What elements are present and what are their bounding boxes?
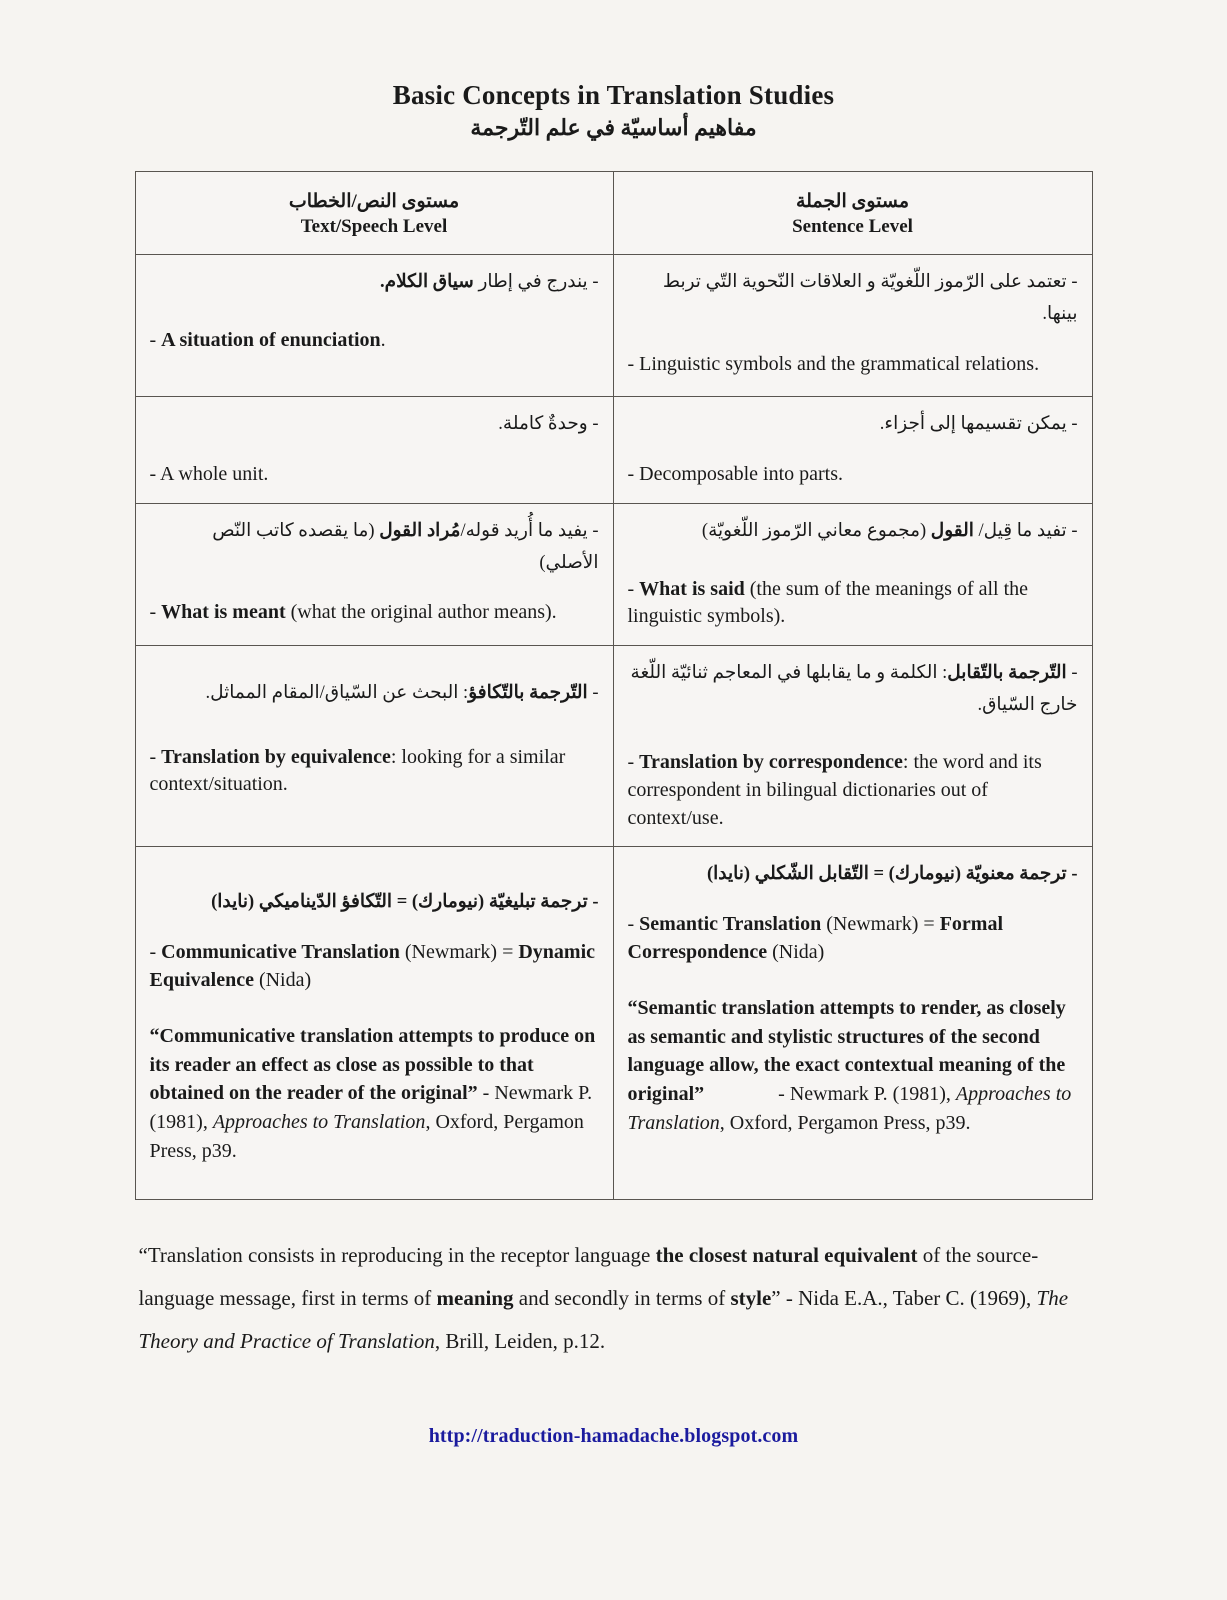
citation-suffix: , Oxford, Pergamon Press, p39. <box>149 1110 584 1162</box>
english-segment-tail: : looking for a similar context/situation. <box>149 745 566 796</box>
spacer <box>628 891 1078 911</box>
quote-text: “Semantic translation attempts to render, as closely as semantic and stylistic structures of the second language allow, the exact contextual meaning of the original” <box>627 997 1066 1105</box>
document-header <box>0 0 1227 144</box>
arabic-segment: - تعتمد على الرّموز اللّغويّة و العلاقات النّحوية التّي تربط بينها. <box>662 271 1078 324</box>
english-segment: - <box>627 577 640 600</box>
cell-sentence-level-3 <box>613 503 1092 645</box>
quote-bold-3: style <box>730 1285 772 1310</box>
table-row <box>135 397 1092 503</box>
column-header-english: Sentence Level <box>792 216 913 238</box>
cell-english-text <box>628 461 1078 489</box>
spacer <box>150 994 599 1022</box>
arabic-segment: - وحدةٌ كاملة. <box>498 414 599 435</box>
spacer <box>150 859 599 887</box>
bottom-quote-paragraph <box>139 1234 1089 1362</box>
cell-english-term-line: - Communicative Translation (Newmark) = Dynamic Equivalence (Nida) <box>149 940 596 991</box>
spacer <box>150 1165 599 1185</box>
table-row <box>135 645 1092 846</box>
footer <box>0 1425 1227 1448</box>
spacer <box>150 919 599 939</box>
cell-text-level-4 <box>135 645 613 846</box>
english-segment: - A whole unit. <box>149 463 269 486</box>
english-bold-segment: Translation by equivalence <box>161 745 391 768</box>
column-header-sentence-level <box>613 171 1092 254</box>
english-bold-segment: What is said <box>639 577 745 600</box>
english-segment: - <box>149 745 162 768</box>
quote-bold-1: the closest natural equivalent <box>655 1243 918 1268</box>
arabic-segment: - يفيد ما أُريد قوله/ <box>460 520 599 541</box>
cell-arabic-text <box>628 516 1078 548</box>
cell-text-level-3 <box>135 503 613 645</box>
arabic-segment-tail: (مجموع معاني الرّموز اللّغويّة) <box>701 520 931 541</box>
cell-arabic-text <box>150 267 599 299</box>
cell-quote-block <box>150 1022 599 1165</box>
english-segment: (Newmark) = <box>821 912 940 935</box>
quote-bold-2: meaning <box>436 1285 514 1310</box>
arabic-segment: - يندرج في إطار <box>473 271 599 292</box>
page-title-english: Basic Concepts in Translation Studies <box>392 80 835 110</box>
cell-quote-block <box>628 994 1078 1137</box>
arabic-segment: - <box>587 682 599 703</box>
spacer <box>150 579 599 599</box>
spacer <box>150 441 599 461</box>
cell-english-text <box>628 576 1078 631</box>
english-segment-tail: : the word and its correspondent in bilingual dictionaries out of context/use. <box>627 751 1042 829</box>
english-bold-segment-2: Formal Correspondence <box>627 912 1004 963</box>
english-segment-tail: (Nida) <box>253 968 312 991</box>
cell-arabic-text <box>628 267 1078 331</box>
citation-suffix: , Oxford, Pergamon Press, p39. <box>719 1111 971 1134</box>
column-header-arabic: مستوى النص/الخطاب <box>288 190 460 212</box>
quote-text: “Communicative translation attempts to produce on its reader an effect as close as possible to that obtained on the reader of the original” <box>149 1025 596 1105</box>
spacer <box>628 441 1078 461</box>
column-header-text-speech-level <box>135 171 613 254</box>
quote-segment-4: ” - Nida E.A., Taber C. (1969), <box>771 1285 1037 1310</box>
blog-url-link[interactable]: http://traduction-hamadache.blogspot.com <box>428 1424 799 1447</box>
english-bold-segment: Communicative Translation <box>161 940 400 963</box>
spacer <box>150 299 599 327</box>
cell-arabic-text <box>628 409 1078 441</box>
table-row <box>135 254 1092 396</box>
cell-arabic-term-line: - ترجمة معنويّة (نيومارك) = التّقابل الشّكلي (نايدا) <box>706 864 1078 885</box>
english-segment: (Newmark) = <box>399 940 519 963</box>
spacer <box>150 354 599 382</box>
arabic-bold-segment: مُراد القول <box>379 520 461 541</box>
arabic-bold-segment: التّرجمة بالتّكافؤ <box>468 682 588 703</box>
citation-title: Approaches to Translation <box>212 1110 426 1133</box>
quote-segment-3: and secondly in terms of <box>513 1285 731 1310</box>
cell-arabic-text <box>150 409 599 441</box>
english-bold-segment-2: Dynamic Equivalence <box>149 940 596 991</box>
cell-text-level-1 <box>135 254 613 396</box>
arabic-segment-tail: (ما يقصده كاتب النّص الأصلي) <box>212 520 599 573</box>
table-header-row <box>135 171 1092 254</box>
english-segment: - <box>149 328 162 351</box>
page-title-arabic: مفاهيم أساسيّة في علم التّرجمة <box>470 114 757 140</box>
arabic-bold-segment: القول <box>930 520 974 541</box>
spacer <box>150 710 599 744</box>
arabic-segment: - يمكن تقسيمها إلى أجزاء. <box>879 414 1078 435</box>
quote-segment-1: “Translation consists in reproducing in the receptor language <box>138 1243 656 1268</box>
arabic-bold-segment: التّرجمة بالتّقابل <box>947 662 1067 683</box>
arabic-bold-segment: سياق الكلام. <box>380 271 474 292</box>
cell-english-term-line: - Semantic Translation (Newmark) = Formal Correspondence (Nida) <box>627 912 1004 963</box>
english-segment-tail: . <box>380 328 386 351</box>
spacer <box>628 548 1078 576</box>
spacer <box>628 331 1078 351</box>
cell-sentence-level-4 <box>613 645 1092 846</box>
spacer <box>150 658 599 678</box>
english-bold-segment: A situation of enunciation <box>161 328 381 351</box>
column-header-arabic: مستوى الجملة <box>795 190 910 212</box>
cell-arabic-text <box>150 516 599 580</box>
cell-english-text <box>150 461 599 489</box>
table-row <box>135 503 1092 645</box>
english-segment: - Linguistic symbols and the grammatical relations. <box>627 352 1040 375</box>
spacer <box>628 721 1078 749</box>
english-bold-segment: What is meant <box>161 601 286 624</box>
citation-prefix: - Newmark P. (1981), <box>778 1082 956 1105</box>
quote-segment-2: of the source-language message, first in terms of <box>138 1243 1039 1310</box>
english-segment: - <box>149 601 162 624</box>
column-header-english: Text/Speech Level <box>300 216 448 238</box>
english-segment: - Decomposable into parts. <box>627 463 843 486</box>
cell-english-text <box>150 327 599 355</box>
english-segment-tail: (what the original author means). <box>285 601 557 624</box>
english-segment-tail: (Nida) <box>767 940 825 963</box>
arabic-segment-tail: : الكلمة و ما يقابلها في المعاجم ثنائيّة اللّغة خارج السّياق. <box>630 662 1078 715</box>
quote-italic-title: The Theory and Practice of Translation <box>138 1285 1069 1353</box>
cell-sentence-level-5 <box>613 847 1092 1200</box>
cell-english-text <box>150 599 599 627</box>
spacer <box>628 966 1078 994</box>
english-segment-tail: (the sum of the meanings of all the linguistic symbols). <box>627 577 1029 628</box>
cell-sentence-level-2 <box>613 397 1092 503</box>
cell-sentence-level-1 <box>613 254 1092 396</box>
quote-segment-5: , Brill, Leiden, p.12. <box>434 1328 606 1353</box>
cell-english-text <box>628 351 1078 379</box>
cell-arabic-text <box>150 678 599 710</box>
english-bold-segment: Translation by correspondence <box>639 751 903 774</box>
arabic-segment-tail: : البحث عن السّياق/المقام المماثل. <box>205 682 469 703</box>
english-segment: - <box>627 751 640 774</box>
citation-title: Approaches to Translation <box>627 1082 1072 1134</box>
cell-english-text <box>150 744 599 799</box>
cell-text-level-2 <box>135 397 613 503</box>
arabic-segment: - <box>1066 662 1078 683</box>
cell-text-level-5 <box>135 847 613 1200</box>
table-row-final <box>135 847 1092 1200</box>
english-bold-segment: Semantic Translation <box>639 912 822 935</box>
cell-arabic-term-line: - ترجمة تبليغيّة (نيومارك) = التّكافؤ الدّيناميكي (نايدا) <box>211 892 599 913</box>
cell-english-text <box>628 749 1078 832</box>
arabic-segment: - تفيد ما قِيل/ <box>973 520 1078 541</box>
concepts-table <box>135 171 1093 1200</box>
cell-arabic-text <box>628 658 1078 722</box>
citation-prefix: - Newmark P. (1981), <box>149 1082 593 1133</box>
